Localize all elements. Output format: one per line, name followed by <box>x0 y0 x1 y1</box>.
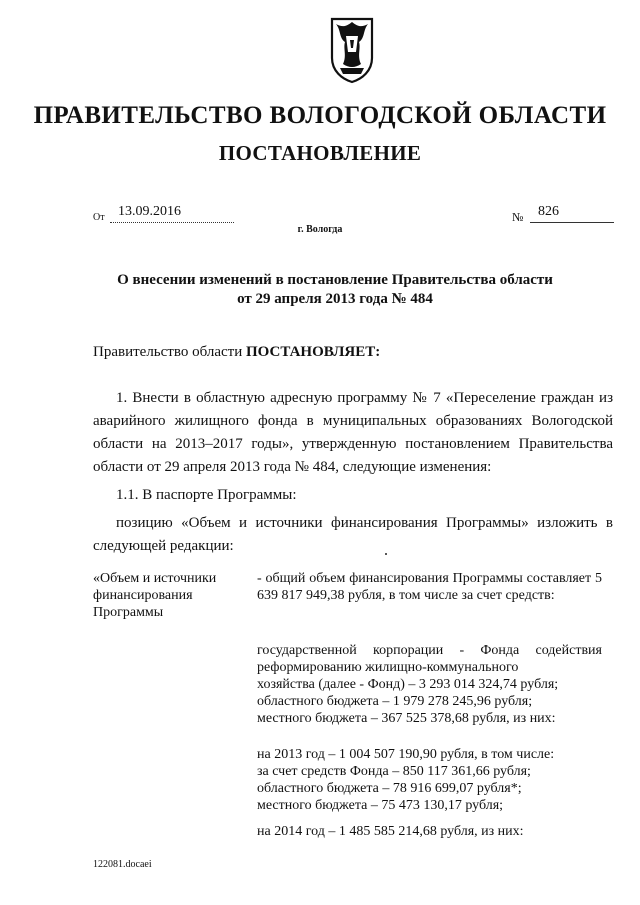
sources-line: реформированию жилищно-коммунального <box>257 660 519 675</box>
sources-line: местного бюджета – 367 525 378,68 рубля, из них: <box>257 711 556 726</box>
subject-line-2: от 29 апреля 2013 года № 484 <box>237 291 433 307</box>
intro-bold: ПОСТАНОВЛЯЕТ: <box>245 344 381 360</box>
year-line: областного бюджета – 78 916 699,07 рубля*; <box>257 781 522 796</box>
document-date: 13.09.2016 <box>110 204 234 223</box>
year-line: на 2013 год – 1 004 507 190,90 рубля, в том числе: <box>257 747 555 762</box>
paragraph-1-1-text: позицию «Объем и источники финансирования Программы» изложить в следующей редакции: <box>93 515 613 554</box>
financing-2014: на 2014 год – 1 485 585 214,68 рубля, из них: <box>257 824 524 839</box>
government-title: ПРАВИТЕЛЬСТВО ВОЛОГОДСКОЙ ОБЛАСТИ <box>33 102 607 129</box>
number-label: № <box>512 210 524 224</box>
sources-line: государственной корпорации - Фонда содействия <box>257 643 602 658</box>
paragraph-1: 1. Внести в областную адресную программу № 7 «Переселение граждан из аварийного жилищного фонда в муниципальных образованиях Вологодской области на 2013–2017 годы», утвержденную постановлением Правительства области от 29 апреля 2013 года № 484, следующие изменения: <box>93 390 613 475</box>
year-line: за счет средств Фонда – 850 117 361,66 рубля; <box>257 764 531 779</box>
resolution-intro <box>93 341 380 364</box>
table-left-column <box>93 570 243 621</box>
left-line: Программы <box>93 605 164 620</box>
left-line: «Объем и источники <box>93 571 217 586</box>
city-label: г. Вологда <box>297 224 343 235</box>
sources-line: областного бюджета – 1 979 278 245,96 рубля; <box>257 694 533 709</box>
document-subject <box>100 271 570 309</box>
coat-of-arms-emblem <box>329 16 375 84</box>
year-line: местного бюджета – 75 473 130,17 рубля; <box>257 798 504 813</box>
sources-line: хозяйства (далее - Фонд) – 3 293 014 324,74 рубля; <box>257 677 559 692</box>
financing-total: - общий объем финансирования Программы составляет 5 639 817 949,38 рубля, в том числе за счет средств: <box>257 571 602 603</box>
date-label: От <box>93 212 105 223</box>
document-type-title: ПОСТАНОВЛЕНИЕ <box>218 141 422 165</box>
paragraph-1-1: 1.1. В паспорте Программы: <box>116 487 297 503</box>
subject-line-1: О внесении изменений в постановление Правительства области <box>117 272 553 288</box>
financing-sources <box>257 642 602 727</box>
file-name-footer: 122081.docaei <box>93 859 152 870</box>
left-line: финансирования <box>93 588 193 603</box>
intro-prefix: Правительство области <box>93 344 243 360</box>
document-number: 826 <box>530 204 614 223</box>
stray-dot <box>385 553 387 555</box>
financing-2013 <box>257 746 602 814</box>
